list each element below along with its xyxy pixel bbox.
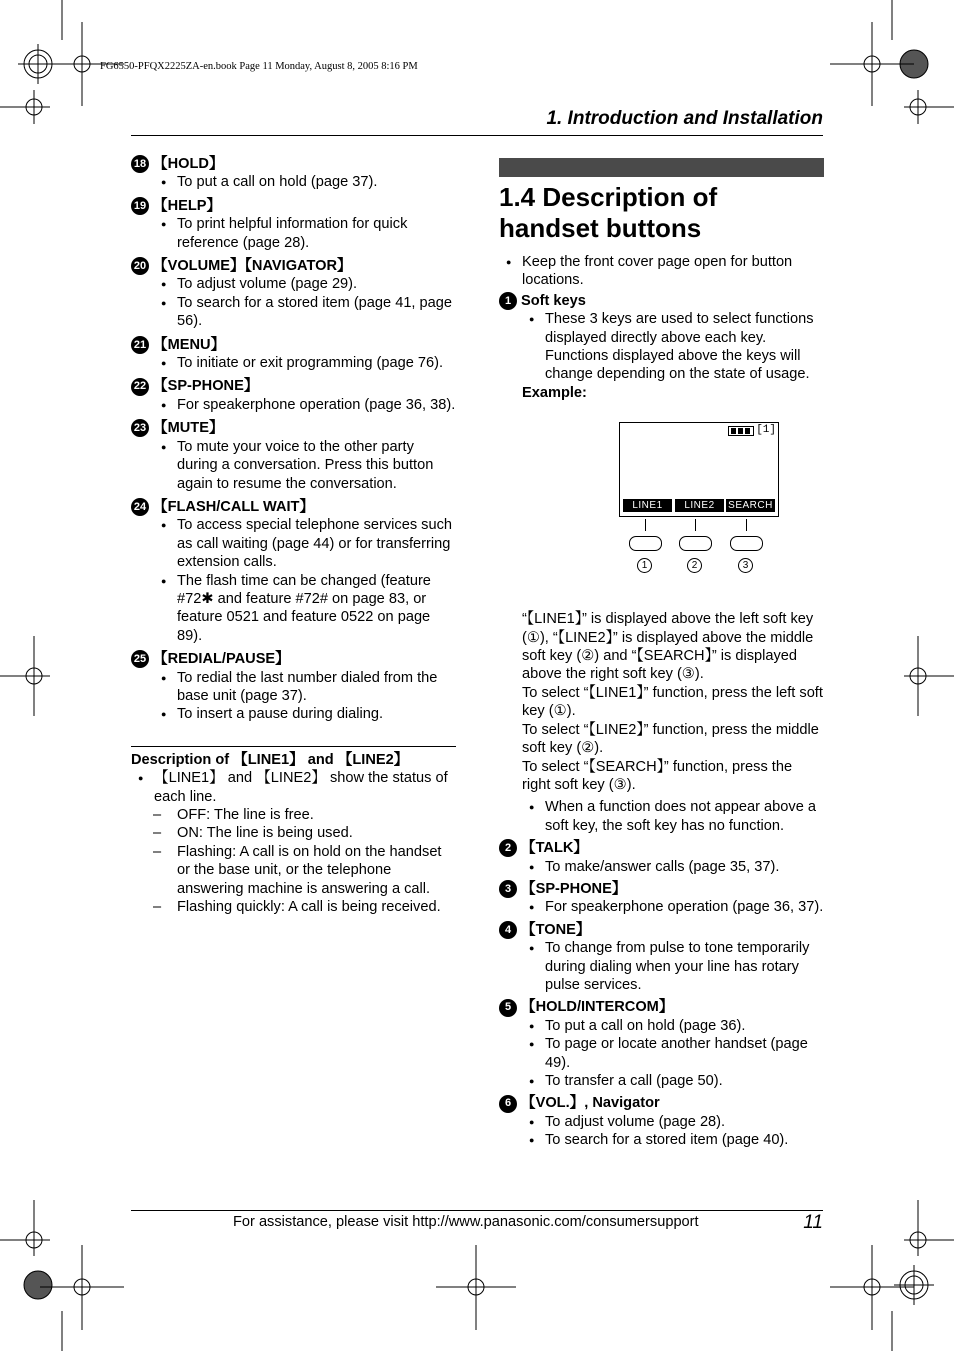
vol-navigator-label: 【VOL.】, Navigator bbox=[521, 1095, 660, 1112]
hold-intercom-bullet-1: ● To put a call on hold (page 36). bbox=[499, 1017, 824, 1035]
line-description-heading: Description of 【LINE1】 and 【LINE2】 bbox=[131, 746, 456, 769]
soft-key-left bbox=[629, 536, 662, 551]
item-number: 6 bbox=[499, 1095, 517, 1113]
spphone-handset-bullet: ● For speakerphone operation (page 36, 37). bbox=[499, 898, 824, 916]
soft-key-number-3: 3 bbox=[738, 558, 753, 573]
vol-navigator-bullet-2: ● To search for a stored item (page 40). bbox=[499, 1131, 824, 1149]
item-number: 18 bbox=[131, 155, 149, 173]
soft-key-paragraph-4: To select “【SEARCH】” function, press the right soft key (③). bbox=[522, 758, 793, 793]
hold-intercom-bullet-2: ● To page or locate another handset (page 49). bbox=[499, 1035, 824, 1072]
header-rule bbox=[131, 135, 823, 136]
volnav-heading bbox=[131, 257, 456, 275]
spphone-key-label: 【SP-PHONE】 bbox=[153, 378, 259, 395]
mute-heading bbox=[131, 419, 456, 437]
spphone-heading bbox=[131, 377, 456, 395]
file-info: FG6550-PFQX2225ZA-en.book Page 11 Monday, August 8, 2005 8:16 PM bbox=[100, 61, 418, 72]
soft-key-pointer-3 bbox=[746, 519, 747, 531]
page-title: 1.4 Description of handset buttons bbox=[499, 182, 718, 243]
display-tab-line2: LINE2 bbox=[675, 499, 724, 512]
flash-key-label: 【FLASH/CALL WAIT】 bbox=[153, 498, 315, 515]
menu-key-label: 【MENU】 bbox=[153, 336, 226, 353]
page-number: 11 bbox=[803, 1212, 823, 1233]
line-status-off: – OFF: The line is free. bbox=[131, 806, 456, 824]
item-number: 25 bbox=[131, 650, 149, 668]
tone-key-label: 【TONE】 bbox=[521, 921, 591, 938]
item-number: 5 bbox=[499, 999, 517, 1017]
item-number: 20 bbox=[131, 257, 149, 275]
soft-key-number-1: 1 bbox=[637, 558, 652, 573]
flash-bullet-1: ● To access special telephone services such as call waiting (page 44) or for transferring extension calls. bbox=[131, 516, 456, 571]
display-tab-search: SEARCH bbox=[726, 499, 775, 512]
hold-bullet: ● To put a call on hold (page 37). bbox=[131, 173, 456, 191]
volnav-bullet-2: ● To search for a stored item (page 41, page 56). bbox=[131, 294, 456, 331]
handset-display-example bbox=[619, 422, 779, 517]
hold-heading bbox=[131, 155, 456, 173]
item-number: 23 bbox=[131, 419, 149, 437]
volnav-bullet-1: ● To adjust volume (page 29). bbox=[131, 275, 456, 293]
tone-heading bbox=[499, 921, 824, 939]
line-status-on: – ON: The line is being used. bbox=[131, 824, 456, 842]
help-bullet: ● To print helpful information for quick reference (page 28). bbox=[131, 215, 456, 252]
soft-key-number-2: 2 bbox=[687, 558, 702, 573]
display-tab-line1: LINE1 bbox=[623, 499, 672, 512]
redial-bullet-2: ● To insert a pause during dialing. bbox=[131, 705, 456, 723]
line-status-flashing: – Flashing: A call is on hold on the handset or the base unit, or the telephone answering machine is answering a call. bbox=[131, 843, 456, 898]
spphone-handset-heading bbox=[499, 880, 824, 898]
item-number: 2 bbox=[499, 839, 517, 857]
item-number: 1 bbox=[499, 292, 517, 310]
talk-bullet: ● To make/answer calls (page 35, 37). bbox=[499, 858, 824, 876]
vol-navigator-heading bbox=[499, 1094, 824, 1112]
section-title: 1. Introduction and Installation bbox=[546, 108, 823, 129]
soft-key-paragraph-1: “【LINE1】” is displayed above the left soft key (①), “【LINE2】” is displayed above the middle soft key (②) and “【SEARCH】” is displayed above the right soft key (③). bbox=[522, 611, 814, 683]
hold-intercom-bullet-3: ● To transfer a call (page 50). bbox=[499, 1072, 824, 1090]
redial-bullet-1: ● To redial the last number dialed from the base unit (page 37). bbox=[131, 669, 456, 706]
intro-bullet: ● Keep the front cover page open for button locations. bbox=[499, 253, 824, 290]
spphone-handset-label: 【SP-PHONE】 bbox=[521, 880, 627, 897]
item-number: 3 bbox=[499, 880, 517, 898]
mute-bullet: ● To mute your voice to the other party during a conversation. Press this button again to resume the conversation. bbox=[131, 438, 456, 493]
soft-key-middle bbox=[679, 536, 712, 551]
spphone-bullet: ● For speakerphone operation (page 36, 38). bbox=[131, 396, 456, 414]
soft-keys-bullet-2: ● When a function does not appear above a soft key, the soft key has no function. bbox=[499, 798, 824, 835]
hold-intercom-label: 【HOLD/INTERCOM】 bbox=[521, 999, 674, 1016]
redial-key-label: 【REDIAL/PAUSE】 bbox=[153, 651, 290, 668]
line-status-flashing-quickly: – Flashing quickly: A call is being received. bbox=[131, 898, 456, 916]
item-number: 19 bbox=[131, 197, 149, 215]
footer-support-text: For assistance, please visit http://www.panasonic.com/consumersupport bbox=[233, 1214, 699, 1230]
item-number: 24 bbox=[131, 498, 149, 516]
flash-bullet-2: ● The flash time can be changed (feature #72✱ and feature #72# on page 83, or feature 0521 and feature 0522 on page 89). bbox=[131, 572, 456, 646]
redial-heading bbox=[131, 650, 456, 668]
menu-heading bbox=[131, 336, 456, 354]
volnav-key-label: 【VOLUME】【NAVIGATOR】 bbox=[153, 258, 352, 275]
help-key-label: 【HELP】 bbox=[153, 197, 222, 214]
soft-keys-label: Soft keys bbox=[521, 292, 586, 309]
hold-intercom-heading bbox=[499, 998, 824, 1016]
right-column bbox=[499, 158, 824, 1150]
line-description-bullet: ● 【LINE1】 and 【LINE2】 show the status of each line. bbox=[131, 769, 456, 806]
talk-heading bbox=[499, 839, 824, 857]
hold-key-label: 【HOLD】 bbox=[153, 156, 224, 172]
talk-key-label: 【TALK】 bbox=[521, 840, 589, 857]
section-bar bbox=[499, 158, 824, 177]
left-column bbox=[131, 153, 456, 916]
display-line-indicator: [1] bbox=[756, 424, 776, 436]
help-heading bbox=[131, 197, 456, 215]
tone-bullet: ● To change from pulse to tone temporarily during dialing when your line has rotary pulse services. bbox=[499, 939, 824, 994]
soft-keys-heading bbox=[499, 292, 824, 310]
soft-keys-bullet: ● These 3 keys are used to select functions displayed directly above each key. Functions displayed above the keys will change depending on the state of usage. bbox=[499, 310, 824, 384]
item-number: 22 bbox=[131, 378, 149, 396]
soft-key-right bbox=[730, 536, 763, 551]
soft-key-pointer-2 bbox=[695, 519, 696, 531]
item-number: 21 bbox=[131, 336, 149, 354]
example-label: Example: bbox=[522, 384, 587, 401]
soft-key-pointer-1 bbox=[645, 519, 646, 531]
menu-bullet: ● To initiate or exit programming (page 76). bbox=[131, 354, 456, 372]
battery-icon bbox=[728, 426, 754, 436]
soft-key-paragraph-2: To select “【LINE1】” function, press the left soft key (①). bbox=[522, 684, 823, 720]
footer-rule bbox=[131, 1210, 823, 1211]
mute-key-label: 【MUTE】 bbox=[153, 420, 224, 437]
soft-key-paragraph-3: To select “【LINE2】” function, press the middle soft key (②). bbox=[522, 721, 819, 757]
vol-navigator-bullet-1: ● To adjust volume (page 28). bbox=[499, 1113, 824, 1131]
flash-heading bbox=[131, 498, 456, 516]
item-number: 4 bbox=[499, 921, 517, 939]
